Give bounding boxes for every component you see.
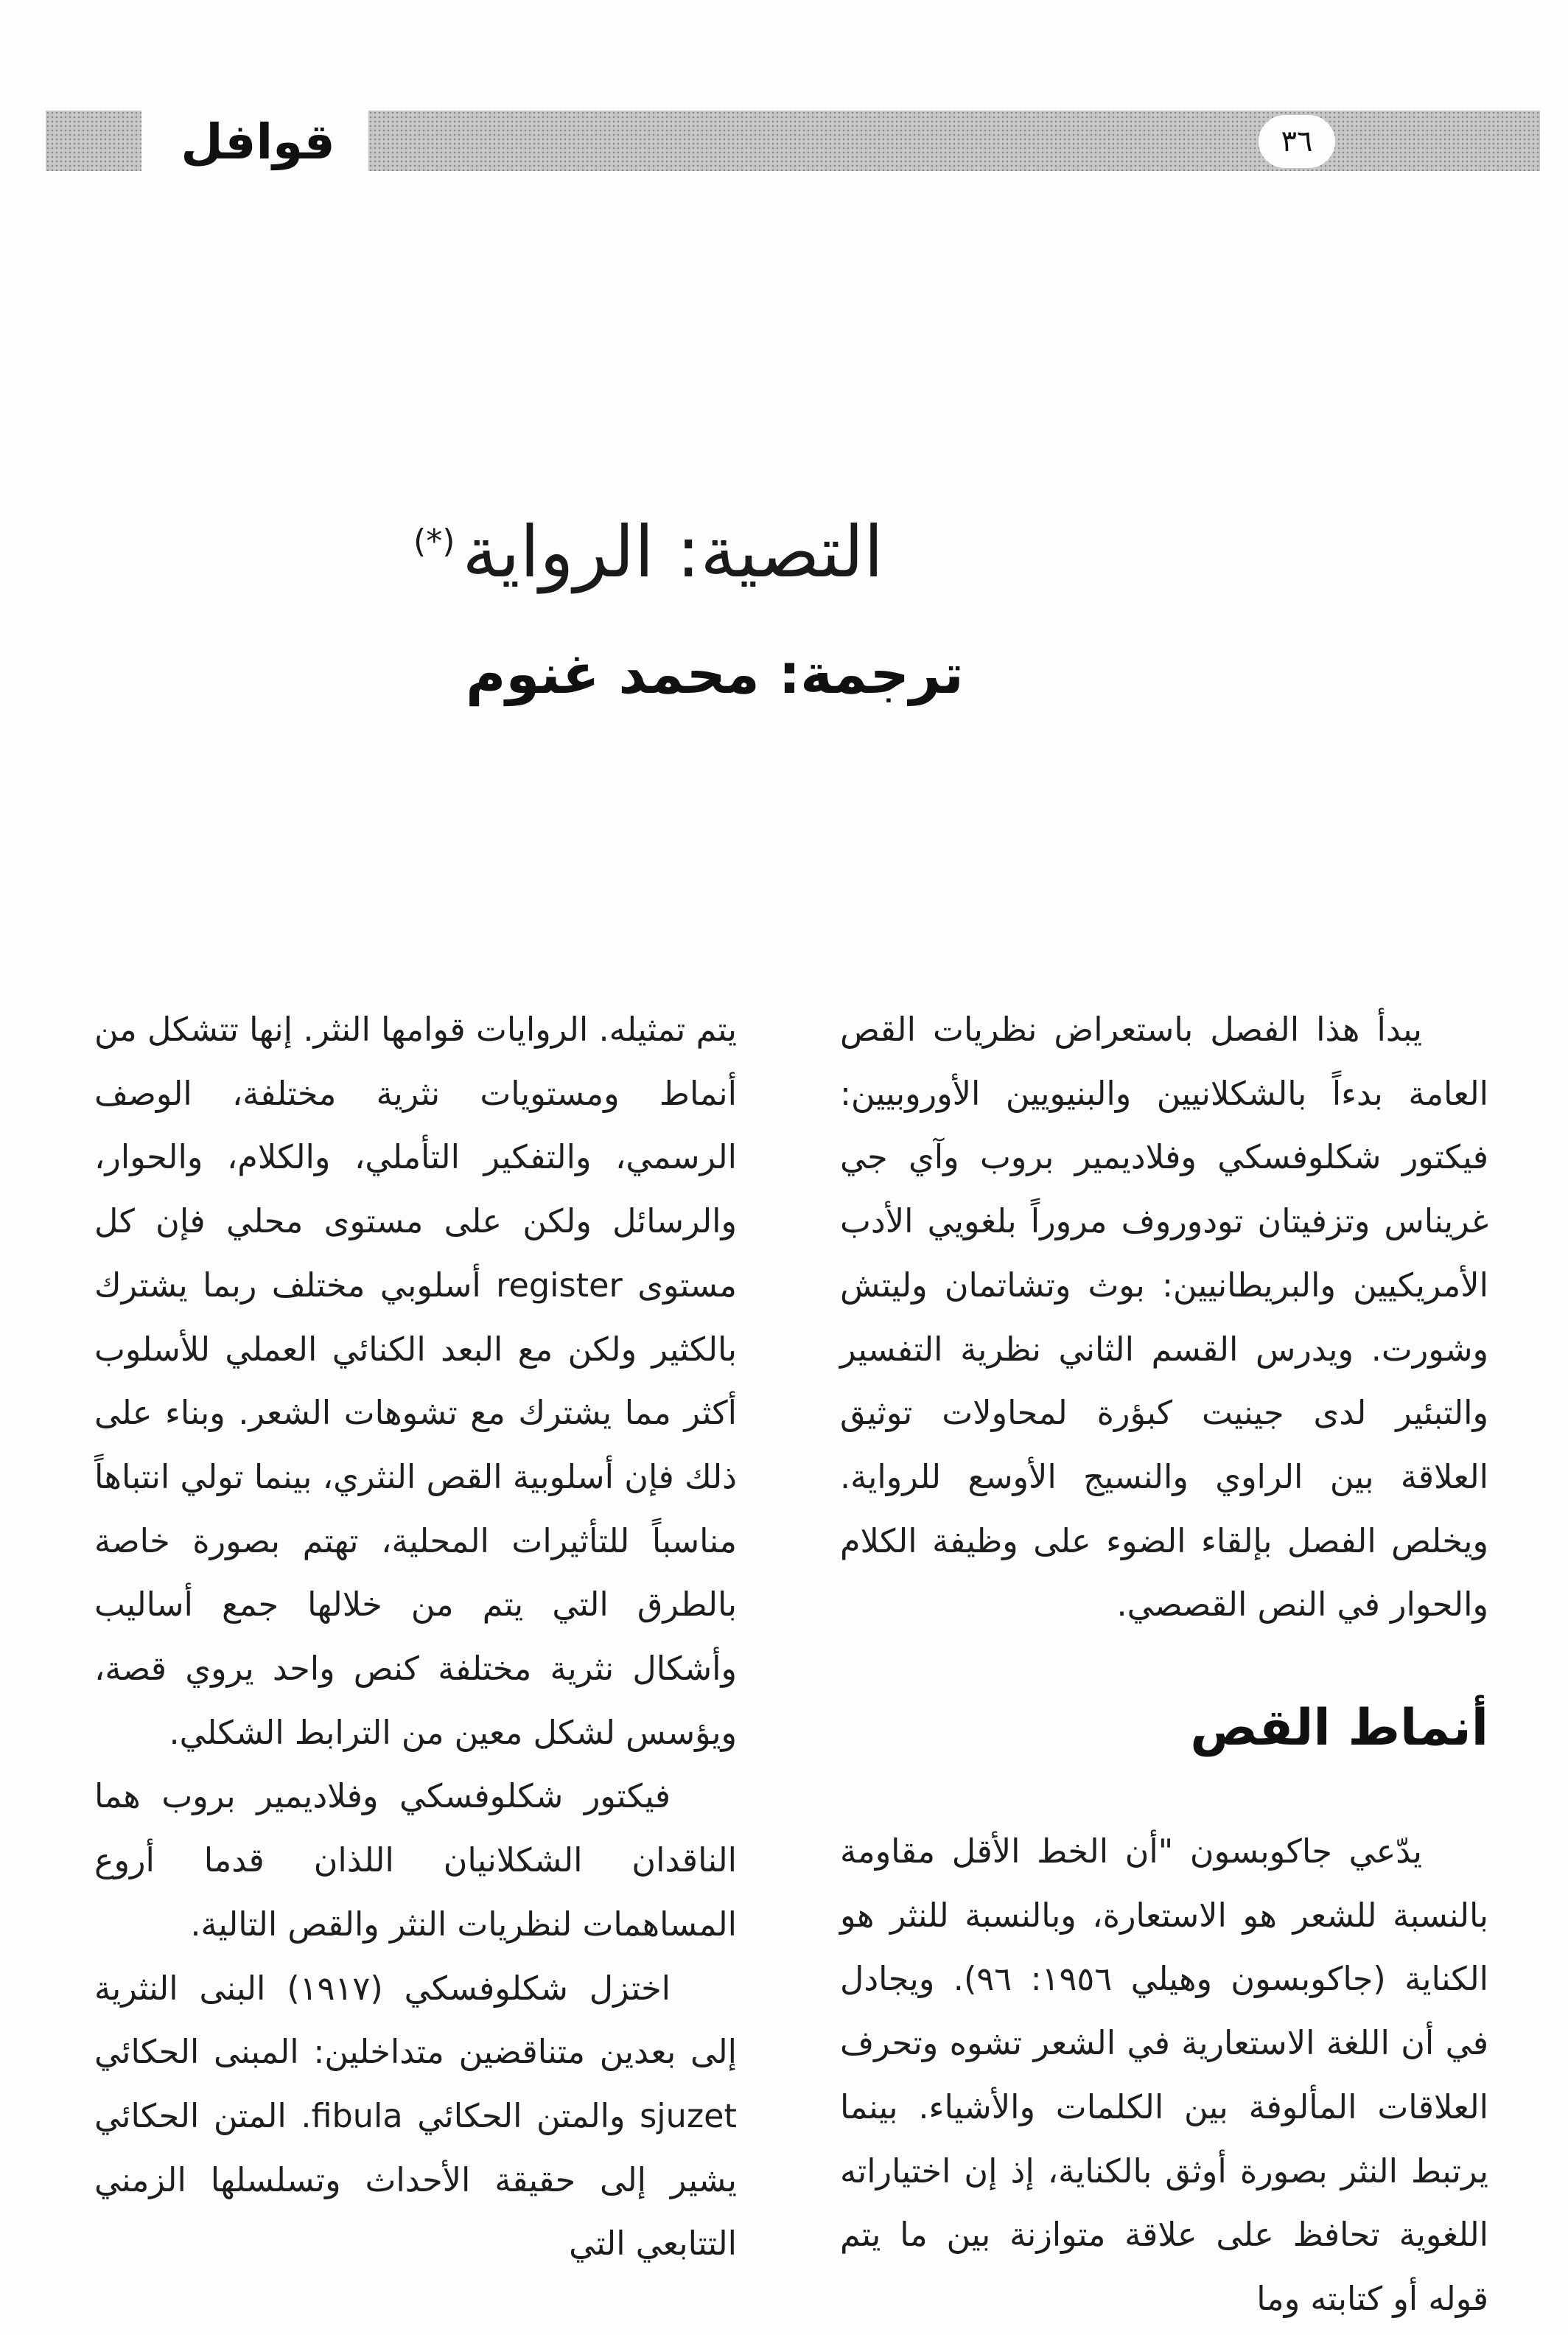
header-band-right	[368, 111, 1540, 171]
left-paragraph-1: يتم تمثيله. الروايات قوامها النثر. إنها تتشكل من أنماط ومستويات نثرية مختلفة، الوصف الرسمي، والتفكير التأملي، والكلام، والحوار، والرسائل ولكن على مستوى محلي فإن كل مستوى register أسلوبي مختلف ربما يشترك بالكثير ولكن مع البعد الكنائي العملي للأسلوب أكثر مما يشترك مع تشوهات الشعر. وبناء على ذلك فإن أسلوبية القص النثري، بينما تولي انتباهاً مناسباً للتأثيرات المحلية، تهتم بصورة خاصة بالطرق التي يتم من خلالها جمع أساليب وأشكال نثرية مختلفة كنص واحد يروي قصة، ويؤسس لشكل معين من الترابط الشكلي.	[94, 1011, 737, 1752]
translator-credit: ترجمة: محمد غنوم	[466, 643, 964, 706]
intro-paragraph: يبدأ هذا الفصل باستعراض نظريات القص العامة بدءاً بالشكلانيين والبنيويين الأوروبيين: فيكتور شكلوفسكي وفلاديمير بروب وآي جي غريناس وتزفيتان تودوروف مروراً بلغويي الأدب الأمريكيين والبريطانيين: بوث وتشاتمان وليتش وشورت. ويدرس القسم الثاني نظرية التفسير والتبئير لدى جينيت كبؤرة لمحاولات توثيق العلاقة بين الراوي والنسيج الأوسع للرواية. ويخلص الفصل بإلقاء الضوء على وظيفة الكلام والحوار في النص القصصي.	[840, 1011, 1488, 1624]
right-column-section	[840, 1821, 1488, 2332]
right-column-intro	[840, 999, 1488, 1638]
article-title-text: التصية: الرواية	[462, 511, 883, 593]
section-paragraph: يدّعي جاكوبسون "أن الخط الأقل مقاومة بالنسبة للشعر هو الاستعارة، وبالنسبة للنثر هو الكناية (جاكوبسون وهيلي ١٩٥٦: ٩٦). ويجادل في أن اللغة الاستعارية في الشعر تشوه وتحرف العلاقات المألوفة بين الكلمات والأشياء. بينما يرتبط النثر بصورة أوثق بالكناية، إذ إن اختياراته اللغوية تحافظ على علاقة متوازنة بين ما يتم قوله أو كتابته وما	[840, 1833, 1488, 2318]
left-paragraph-2: فيكتور شكلوفسكي وفلاديمير بروب هما الناقدان الشكلانيان اللذان قدما أروع المساهمات لنظريات النثر والقص التالية.	[94, 1778, 737, 1944]
article-title	[368, 486, 928, 597]
footnote-mark: (*)	[413, 523, 455, 560]
header-band-left	[46, 111, 141, 171]
left-paragraph-3: اختزل شكلوفسكي (١٩١٧) البنى النثرية إلى بعدين متناقضين متداخلين: المبنى الحكائي sjuzet والمتن الحكائي fibula. المتن الحكائي يشير إلى حقيقة الأحداث وتسلسلها الزمني التتابعي التي	[94, 1969, 737, 2264]
magazine-title: قوافل	[181, 114, 335, 170]
section-heading: أنماط القص	[1190, 1699, 1488, 1757]
page-number: ٣٦	[1259, 115, 1335, 168]
left-column	[94, 999, 737, 2277]
